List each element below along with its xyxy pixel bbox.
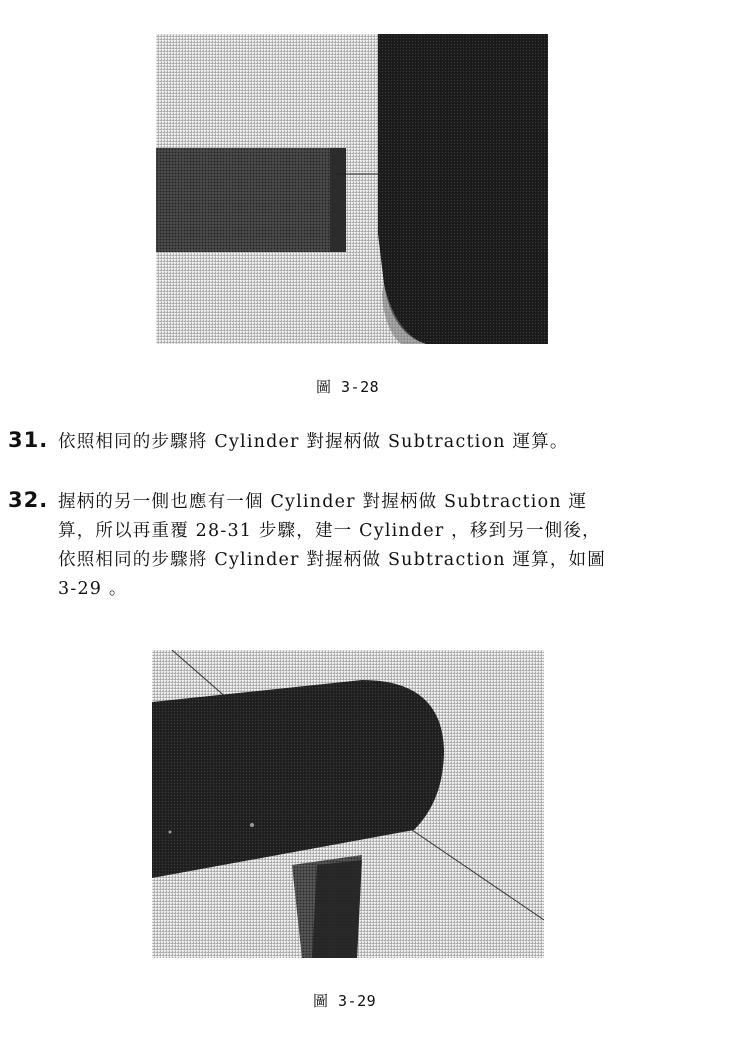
handle-body bbox=[378, 34, 548, 344]
step-31-number: 31. bbox=[8, 428, 49, 452]
step-31-line-1: 依照相同的步驟將 Cylinder 對握柄做 Subtraction 運算。 bbox=[58, 432, 569, 452]
cutter-block bbox=[156, 148, 346, 252]
figure-3-28-caption: 圖 3-28 bbox=[316, 378, 380, 396]
step-32-line-3: 依照相同的步驟將 Cylinder 對握柄做 Subtraction 運算，如圖 bbox=[58, 550, 606, 570]
cutter-stem-dark bbox=[312, 860, 362, 958]
handle-rounded-body bbox=[152, 680, 444, 878]
step-32-line-1: 握柄的另一側也應有一個 Cylinder 對握柄做 Subtraction 運 bbox=[58, 492, 588, 512]
step-32-number: 32. bbox=[8, 488, 49, 512]
step-31 bbox=[8, 428, 743, 458]
figure-3-28-drawing bbox=[156, 34, 548, 344]
step-32-line-2: 算，所以再重覆 28-31 步驟，建一 Cylinder ，移到另一側後， bbox=[58, 521, 601, 541]
step-32-text bbox=[58, 488, 606, 604]
surface-mark-1 bbox=[250, 823, 254, 827]
step-32 bbox=[8, 488, 743, 628]
surface-mark-2 bbox=[169, 831, 172, 834]
step-32-line-4: 3-29 。 bbox=[58, 579, 128, 599]
figure-3-28-image bbox=[156, 34, 548, 344]
cutter-block-edge bbox=[330, 148, 346, 252]
figure-3-29-image bbox=[152, 650, 544, 958]
reference-line-2 bbox=[412, 830, 544, 920]
figure-3-29-drawing bbox=[152, 650, 544, 958]
step-31-text bbox=[58, 428, 569, 457]
figure-3-29-caption: 圖 3-29 bbox=[313, 992, 377, 1010]
